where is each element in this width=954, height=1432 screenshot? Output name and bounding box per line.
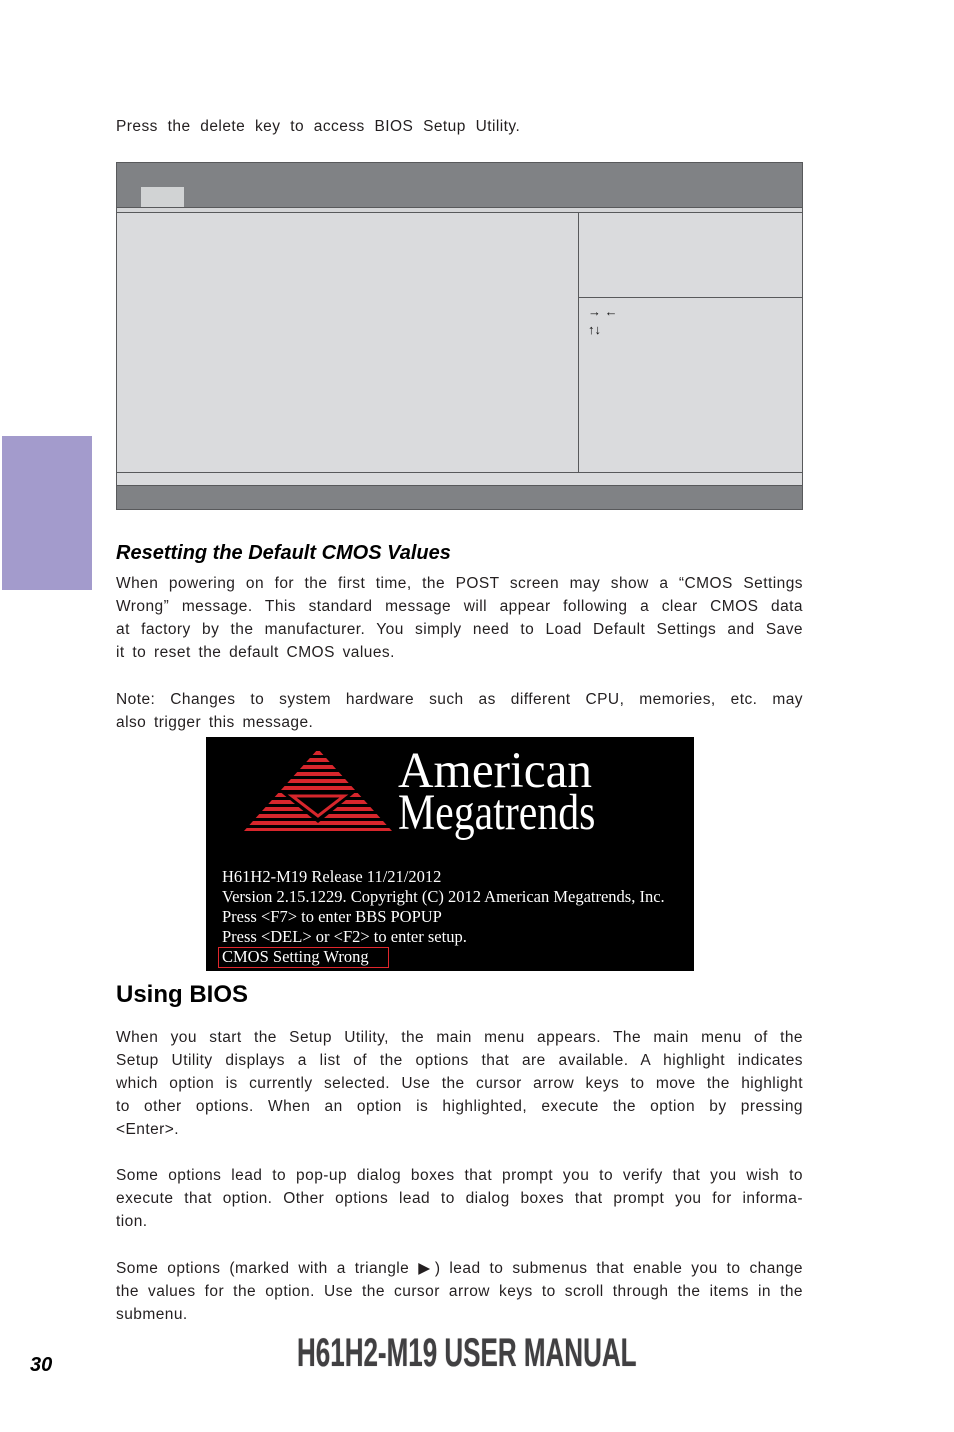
paragraph-line: the values for the option. Use the cursor arrow keys to scroll through the items in the: [116, 1283, 803, 1300]
post-screen-screenshot: [206, 737, 694, 971]
paragraph-line: tion.: [116, 1213, 148, 1230]
paragraph-line: Some options (marked with a triangle ▶) lead to submenus that enable you to change: [116, 1260, 803, 1277]
paragraph-line: which option is currently selected. Use the cursor arrow keys to move the highlight: [116, 1075, 803, 1092]
logo-stripe: [240, 821, 400, 825]
bios-help-pane: [579, 213, 802, 472]
paragraph-line: to other options. When an option is highlighted, execute the option by pressing: [116, 1098, 803, 1115]
logo-word-american: American: [398, 743, 593, 799]
paragraph-line: at factory by the manufacturer. You simply need to Load Default Settings and Save: [116, 621, 803, 638]
logo-stripe: [240, 779, 400, 783]
logo-stripe: [240, 758, 400, 762]
paragraph-line: Wrong” message. This standard message will appear following a clear CMOS data: [116, 598, 803, 615]
bios-setup-screenshot: [116, 162, 803, 510]
using-bios-paragraph-3: [116, 1257, 803, 1326]
logo-word-megatrends: Megatrends: [398, 785, 596, 841]
cmos-paragraph: [116, 572, 803, 664]
bios-help-divider: [579, 297, 802, 298]
paragraph-line: Note: Changes to system hardware such as different CPU, memories, etc. may: [116, 691, 803, 708]
ami-logo-pyramid-icon: [240, 745, 400, 837]
logo-stripe: [240, 751, 400, 755]
up-down-arrows-icon: ↑↓: [588, 322, 601, 337]
paragraph-line: it to reset the default CMOS values.: [116, 644, 395, 661]
bios-menu-tab: [141, 187, 184, 208]
using-bios-paragraph-2: [116, 1164, 803, 1233]
paragraph-line: execute that option. Other options lead to dialog boxes that prompt you for informa-: [116, 1190, 803, 1207]
section-heading-cmos: Resetting the Default CMOS Values: [116, 542, 451, 564]
cmos-note: [116, 688, 803, 734]
logo-stripe: [240, 772, 400, 776]
bios-options-pane: [117, 213, 579, 472]
paragraph-line: When you start the Setup Utility, the main menu appears. The main menu of the: [116, 1029, 803, 1046]
paragraph-line: submenu.: [116, 1306, 188, 1323]
paragraph-line: When powering on for the first time, the POST screen may show a “CMOS Settings: [116, 575, 803, 592]
manual-title: H61H2-M19 USER MANUAL: [297, 1331, 637, 1375]
post-release-line: H61H2-M19 Release 11/21/2012: [222, 867, 442, 886]
bios-status-strip: [117, 472, 802, 486]
bios-header-bar: [117, 163, 802, 207]
logo-stripe: [240, 765, 400, 769]
logo-stripe: [240, 828, 400, 832]
page-number: 30: [30, 1354, 53, 1376]
section-heading-using-bios: Using BIOS: [116, 981, 249, 1008]
post-enter-setup-line: Press <DEL> or <F2> to enter setup.: [222, 927, 467, 946]
bios-footer-bar: [117, 485, 802, 509]
intro-text: Press the delete key to access BIOS Setup Utility.: [116, 118, 521, 135]
paragraph-line: also trigger this message.: [116, 714, 314, 731]
paragraph-line: Setup Utility displays a list of the options that are available. A highlight indicates: [116, 1052, 803, 1069]
post-version-line: Version 2.15.1229. Copyright (C) 2012 American Megatrends, Inc.: [222, 887, 665, 906]
post-bbs-popup-line: Press <F7> to enter BBS POPUP: [222, 907, 442, 926]
paragraph-line: <Enter>.: [116, 1121, 180, 1138]
paragraph-line: Some options lead to pop-up dialog boxes that prompt you to verify that you wish to: [116, 1167, 803, 1184]
left-right-arrows-icon: → ←: [588, 304, 618, 319]
logo-stripe: [240, 786, 400, 790]
using-bios-paragraph-1: [116, 1026, 803, 1141]
chapter-tab: [2, 436, 92, 590]
post-cmos-warning-line: CMOS Setting Wrong: [222, 947, 369, 966]
bios-main-panel: [117, 213, 802, 472]
